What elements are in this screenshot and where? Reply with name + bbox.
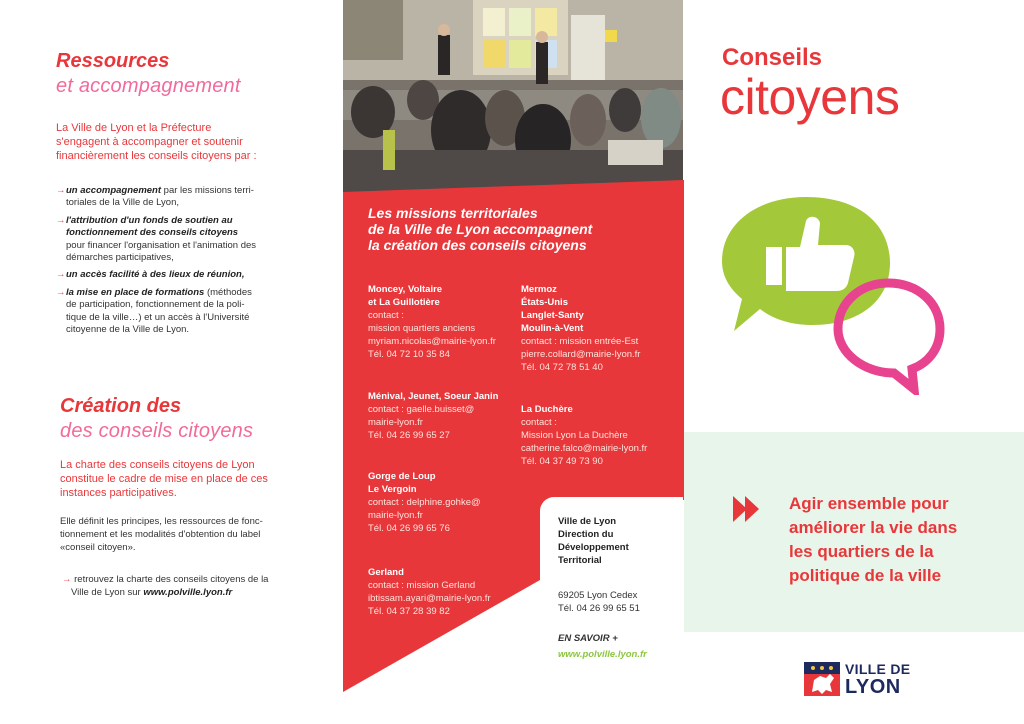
resources-list (56, 185, 286, 341)
cover-title-bold: Conseils (722, 44, 823, 71)
learn-more-label: EN SAVOIR + (558, 633, 618, 644)
speech-bubbles-illustration (718, 185, 948, 395)
double-arrow-icon (733, 496, 763, 522)
contact-la-duchere: La Duchère contact : Mission Lyon La Duchère catherine.falco@mairie-lyon.fr Tél. 04 37 49 73 90 (521, 404, 648, 467)
org-address: 69205 Lyon Cedex Tél. 04 26 99 65 51 (558, 590, 640, 614)
left-panel (0, 0, 342, 724)
thumbs-up-icon (722, 197, 890, 331)
charter-body: Elle définit les principes, les ressources de fonc- tionnement et les modalités d'obtention du label «conseil citoyen». (60, 516, 263, 553)
website-link[interactable]: www.polville.lyon.fr (143, 587, 233, 598)
arrow-right-icon: → (56, 185, 66, 196)
speech-bubble-icon (838, 283, 940, 389)
list-item: → l'attribution d'un fonds de soutien au fonctionnement des conseils citoyens pour financer l'organisation et l'animation des démarches participatives, (56, 214, 257, 264)
lion-crest-icon (804, 662, 840, 696)
meeting-photo (343, 0, 683, 192)
resources-intro: La Ville de Lyon et la Préfecture s'engagent à accompagner et soutenir financièrement les conseils citoyens par : (56, 122, 257, 162)
section-subtitle-resources: et accompagnement (56, 75, 241, 97)
section-title-resources: Ressources (56, 50, 170, 72)
org-name: Ville de Lyon Direction du Développement Territorial (558, 516, 629, 566)
contact-mermoz: Mermoz États-Unis Langlet-Santy Moulin-à-Vent contact : mission entrée-Est pierre.collard@mairie-lyon.fr Tél. 04 72 78 51 40 (521, 284, 641, 373)
tagline: Agir ensemble pour améliorer la vie dans les quartiers de la politique de la ville (789, 494, 958, 585)
logo-text-top: VILLE DE (845, 661, 911, 677)
arrow-right-icon: → (56, 286, 66, 298)
list-item: → un accès facilité à des lieux de réunion, (56, 269, 245, 281)
list-item: → un accompagnement par les missions terri- toriales de la Ville de Lyon, (56, 185, 254, 209)
website-link[interactable]: www.polville.lyon.fr (558, 649, 647, 660)
arrow-right-icon: → (56, 269, 66, 281)
cover-title-light: citoyens (720, 69, 900, 125)
section-title-creation: Création des (60, 395, 182, 417)
contact-gorge-de-loup: Gorge de Loup Le Vergoin contact : delphine.gohke@ mairie-lyon.fr Tél. 04 26 99 65 76 (368, 471, 481, 534)
meeting-photo-illustration (343, 0, 683, 192)
contact-moncey: Moncey, Voltaire et La Guillotière contact : mission quartiers anciens myriam.nicolas@mairie-lyon.fr Tél. 04 72 10 35 84 (368, 284, 496, 360)
arrow-right-icon: → (56, 214, 66, 226)
arrow-right-icon: → (62, 574, 75, 585)
section-subtitle-creation: des conseils citoyens (60, 420, 254, 442)
contact-menival: Ménival, Jeunet, Soeur Janin contact : gaelle.buisset@ mairie-lyon.fr Tél. 04 26 99 65 27 (368, 391, 499, 441)
missions-title: Les missions territoriales de la Ville de Lyon accompagnent la création des conseils citoyens (368, 205, 593, 253)
list-item: → la mise en place de formations (méthodes de participation, fonctionnement de la poli- tique de la ville…) et un accès à l'Université citoyenne de la Ville de Lyon. (56, 286, 252, 336)
ville-de-lyon-logo (804, 660, 914, 700)
charter-intro: La charte des conseils citoyens de Lyon constitue le cadre de mise en place de ces instances participatives. (60, 459, 268, 499)
logo-text-bottom: LYON (845, 676, 901, 698)
contact-gerland: Gerland contact : mission Gerland ibtissam.ayari@mairie-lyon.fr Tél. 04 37 28 39 82 (368, 567, 491, 617)
charter-link-text: → retrouvez la charte des conseils citoyens de la Ville de Lyon sur www.polville.lyon.fr (62, 574, 269, 598)
